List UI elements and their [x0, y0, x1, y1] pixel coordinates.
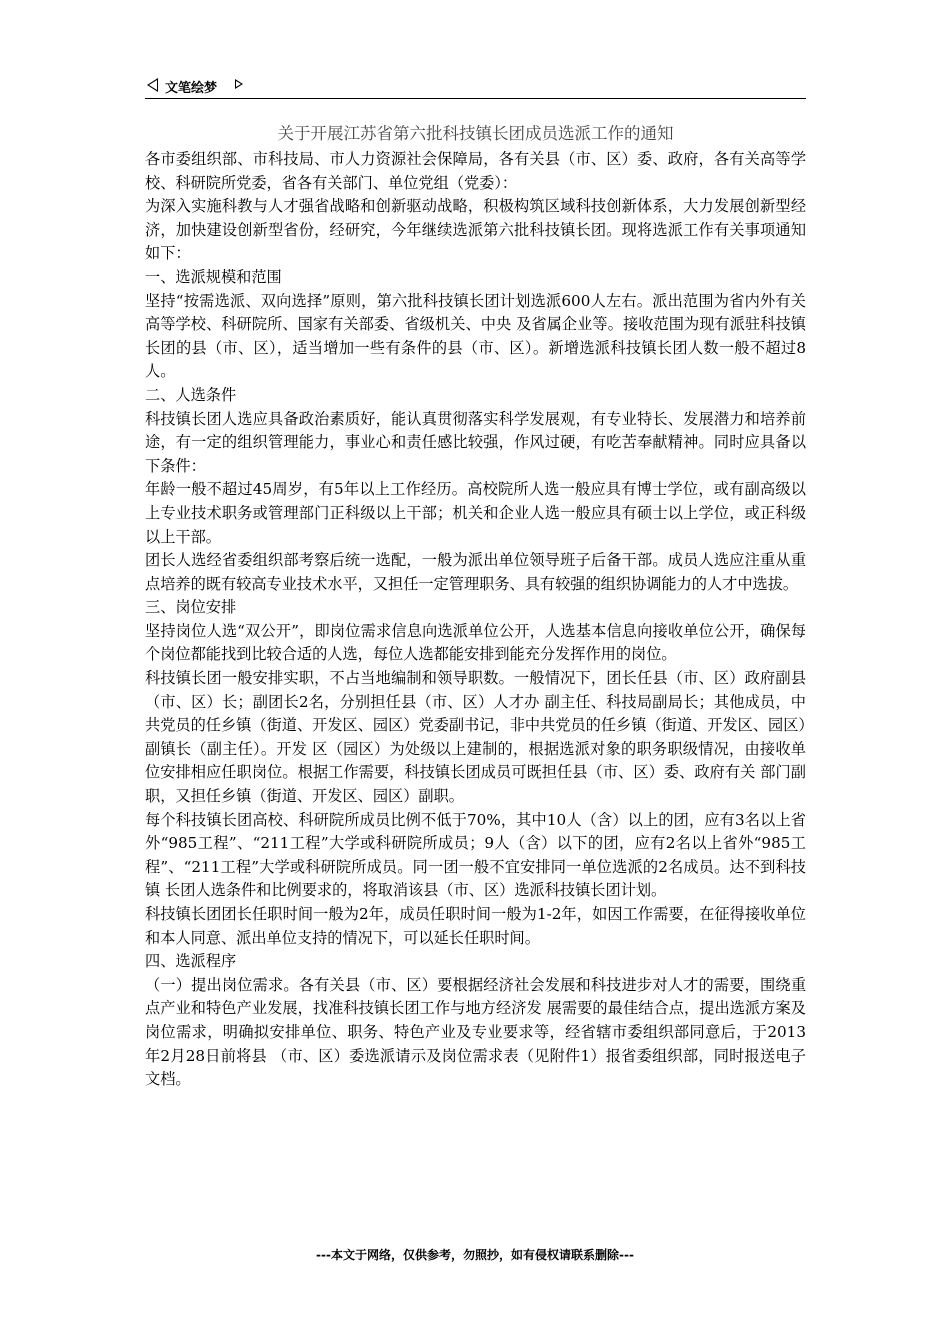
paragraph-salutation: 各市委组织部、市科技局、市人力资源社会保障局，各有关县（市、区）委、政府，各有关高等学校、科研院所党委，省各有关部门、单位党组（党委）： [145, 150, 806, 192]
section-heading-1: 一、选派规模和范围 [145, 267, 282, 286]
paragraph: 年龄一般不超过45周岁，有5年以上工作经历。高校院所人选一般应具有博士学位，或有副高级以上专业技术职务或管理部门正科级以上干部；机关和企业人选一般应具有硕士以上学位，或正科级以上干部。 [145, 480, 806, 546]
paragraph: 科技镇长团一般安排实职，不占当地编制和领导职数。一般情况下，团长任县（市、区）政府副县（市、区）长；副团长2名，分别担任县（市、区）人才办 副主任、科技局副局长；其他成员，中共党员的任乡镇（街道、开发区、园区）党委副书记，非中共党员的任乡镇（街道、开发区、园区）副镇长（副主任）。开发 区（园区）为处级以上建制的，根据选派对象的职务职级情况，由接收单位安排相应任职岗位。根据工作需要，科技镇长团成员可既担任县（市、区）委、政府有关 部门副职，又担任乡镇（街道、开发区、园区）副职。 [145, 669, 806, 806]
section-heading-4: 四、选派程序 [145, 952, 237, 971]
section-heading-2: 二、人选条件 [145, 385, 237, 404]
triangle-left-icon [147, 78, 158, 92]
header-brand: 文笔绘梦 [165, 81, 218, 96]
paragraph: 每个科技镇长团高校、科研院所成员比例不低于70%，其中10人（含）以上的团，应有3名以上省外“985工程”、“211工程”大学或科研院所成员；9人（含）以下的团，应有2名以上省外“985工程”、“211工程”大学或科研院所成员。同一团一般不宜安排同一单位选派的2名成员。达不到科技镇 长团人选条件和比例要求的，将取消该县（市、区）选派科技镇长团计划。 [145, 810, 806, 900]
page-footer: ---本文于网络，仅供参考，勿照抄，如有侵权请联系删除--- [316, 1248, 634, 1262]
paragraph: 坚持岗位人选“双公开”，即岗位需求信息向选派单位公开，人选基本信息向接收单位公开，确保每个岗位都能找到比较合适的人选，每位人选都能安排到能充分发挥作用的岗位。 [145, 621, 806, 664]
paragraph: 团长人选经省委组织部考察后统一选配，一般为派出单位领导班子后备干部。成员人选应注重从重点培养的既有较高专业技术水平，又担任一定管理职务、具有较强的组织协调能力的人才中选拔。 [145, 551, 806, 593]
document-body [145, 122, 806, 1092]
paragraph-intro: 为深入实施科教与人才强省战略和创新驱动战略，积极构筑区域科技创新体系，大力发展创新型经济，加快建设创新型省份，经研究，今年继续选派第六批科技镇长团。现将选派工作有关事项通知如下： [145, 197, 806, 263]
document-title: 关于开展江苏省第六批科技镇长团成员选派工作的通知 [277, 124, 674, 143]
section-heading-3: 三、岗位安排 [145, 598, 237, 617]
triangle-right-icon [235, 79, 243, 89]
paragraph: 科技镇长团人选应具备政治素质好，能认真贯彻落实科学发展观，有专业特长、发展潜力和培养前途，有一定的组织管理能力，事业心和责任感比较强，作风过硬，有吃苦奉献精神。同时应具备以下条件： [145, 409, 806, 475]
paragraph: （一）提出岗位需求。各有关县（市、区）要根据经济社会发展和科技进步对人才的需要，围绕重点产业和特色产业发展，找准科技镇长团工作与地方经济发 展需要的最佳结合点，提出选派方案及岗位需求，明确拟安排单位、职务、特色产业及专业要求等，经省辖市委组织部同意后，于2013年2月28日前将县 （市、区）委选派请示及岗位需求表（见附件1）报省委组织部，同时报送电子文档。 [145, 975, 806, 1089]
page-header [145, 76, 806, 99]
paragraph: 坚持“按需选派、双向选择”原则，第六批科技镇长团计划选派600人左右。派出范围为省内外有关高等学校、科研院所、国家有关部委、省级机关、中央 及省属企业等。接收范围为现有派驻科技镇长团的县（市、区），适当增加一些有条件的县（市、区）。新增选派科技镇长团人数一般不超过8人。 [145, 291, 806, 381]
paragraph: 科技镇长团团长任职时间一般为2年，成员任职时间一般为1-2年，如因工作需要，在征得接收单位和本人同意、派出单位支持的情况下，可以延长任职时间。 [145, 905, 806, 947]
